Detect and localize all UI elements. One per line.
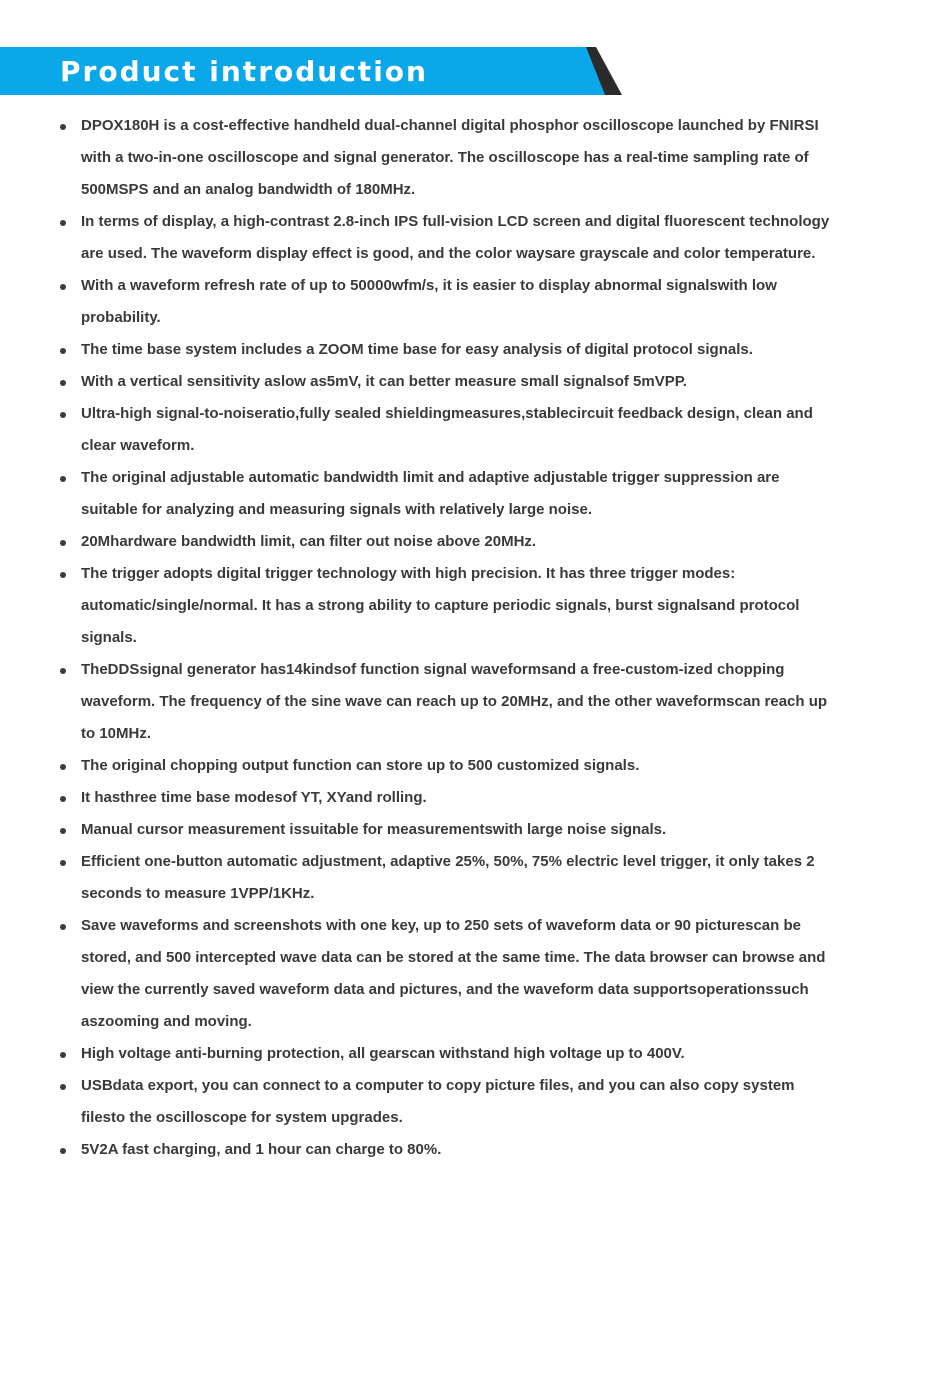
bullet-dot-icon (60, 764, 66, 770)
bullet-dot-icon (60, 476, 66, 482)
feature-list-item (60, 750, 840, 782)
feature-text: With a vertical sensitivity aslow as5mV, it can better measure small signalsof 5mVPP. (81, 373, 687, 390)
bullet-dot-icon (60, 1052, 66, 1058)
feature-list (60, 110, 840, 1166)
feature-list-item (60, 1070, 840, 1134)
bullet-dot-icon (60, 412, 66, 418)
bullet-dot-icon (60, 860, 66, 866)
feature-text: With a waveform refresh rate of up to 50000wfm/s, it is easier to display abnormal signalswith low probability. (81, 277, 777, 326)
feature-text: USBdata export, you can connect to a computer to copy picture files, and you can also copy system filesto the oscilloscope for system upgrades. (81, 1077, 795, 1126)
bullet-dot-icon (60, 124, 66, 130)
feature-text: Save waveforms and screenshots with one key, up to 250 sets of waveform data or 90 picturescan be stored, and 500 intercepted wave data can be stored at the same time. The data browser can browse and view the currently saved waveform data and pictures, and the waveform data supportsoperationssuch aszooming and moving. (81, 917, 826, 1030)
feature-list-item (60, 782, 840, 814)
feature-list-item (60, 526, 840, 558)
feature-text: 20Mhardware bandwidth limit, can filter out noise above 20MHz. (81, 533, 537, 550)
feature-list-item (60, 398, 840, 462)
feature-list-item (60, 910, 840, 1038)
feature-list-item (60, 334, 840, 366)
feature-list-item (60, 846, 840, 910)
feature-list-item (60, 462, 840, 526)
feature-list-item (60, 110, 840, 206)
bullet-dot-icon (60, 1084, 66, 1090)
feature-list-item (60, 654, 840, 750)
feature-text: The original chopping output function can store up to 500 customized signals. (81, 757, 640, 774)
feature-text: The time base system includes a ZOOM time base for easy analysis of digital protocol signals. (81, 341, 753, 358)
bullet-dot-icon (60, 1148, 66, 1154)
feature-list-item (60, 206, 840, 270)
bullet-dot-icon (60, 284, 66, 290)
feature-text: The original adjustable automatic bandwidth limit and adaptive adjustable trigger suppression are suitable for analyzing and measuring signals with relatively large noise. (81, 469, 780, 518)
feature-text: Efficient one-button automatic adjustment, adaptive 25%, 50%, 75% electric level trigger, it only takes 2 seconds to measure 1VPP/1KHz. (81, 853, 815, 902)
bullet-dot-icon (60, 540, 66, 546)
feature-text: TheDDSsignal generator has14kindsof function signal waveformsand a free-custom-ized chopping waveform. The frequency of the sine wave can reach up to 20MHz, and the other waveformscan reach up to 10MHz. (81, 661, 828, 742)
feature-list-item (60, 1038, 840, 1070)
feature-text: The trigger adopts digital trigger technology with high precision. It has three trigger modes: automatic/single/normal. It has a strong ability to capture periodic signals, burst signalsand protocol signals. (81, 565, 800, 646)
feature-text: High voltage anti-burning protection, all gearscan withstand high voltage up to 400V. (81, 1045, 685, 1062)
feature-list-item (60, 558, 840, 654)
feature-text: In terms of display, a high-contrast 2.8-inch IPS full-vision LCD screen and digital fluorescent technology are used. The waveform display effect is good, and the color waysare grayscale and color temperature. (81, 213, 830, 262)
bullet-dot-icon (60, 828, 66, 834)
feature-text: Ultra-high signal-to-noiseratio,fully sealed shieldingmeasures,stablecircuit feedback design, clean and clear waveform. (81, 405, 813, 454)
feature-text: 5V2A fast charging, and 1 hour can charge to 80%. (81, 1141, 442, 1158)
section-title: Product introduction (60, 55, 428, 88)
feature-list-item (60, 366, 840, 398)
feature-list-item (60, 270, 840, 334)
feature-text: DPOX180H is a cost-effective handheld dual-channel digital phosphor oscilloscope launched by FNIRSI with a two-in-one oscilloscope and signal generator. The oscilloscope has a real-time sampling rate of 500MSPS and an analog bandwidth of 180MHz. (81, 117, 819, 198)
bullet-dot-icon (60, 380, 66, 386)
bullet-dot-icon (60, 220, 66, 226)
feature-list-item (60, 1134, 840, 1166)
bullet-dot-icon (60, 348, 66, 354)
feature-text: Manual cursor measurement issuitable for measurementswith large noise signals. (81, 821, 667, 838)
bullet-dot-icon (60, 572, 66, 578)
bullet-dot-icon (60, 796, 66, 802)
feature-text: It hasthree time base modesof YT, XYand rolling. (81, 789, 427, 806)
bullet-dot-icon (60, 668, 66, 674)
feature-list-item (60, 814, 840, 846)
bullet-dot-icon (60, 924, 66, 930)
